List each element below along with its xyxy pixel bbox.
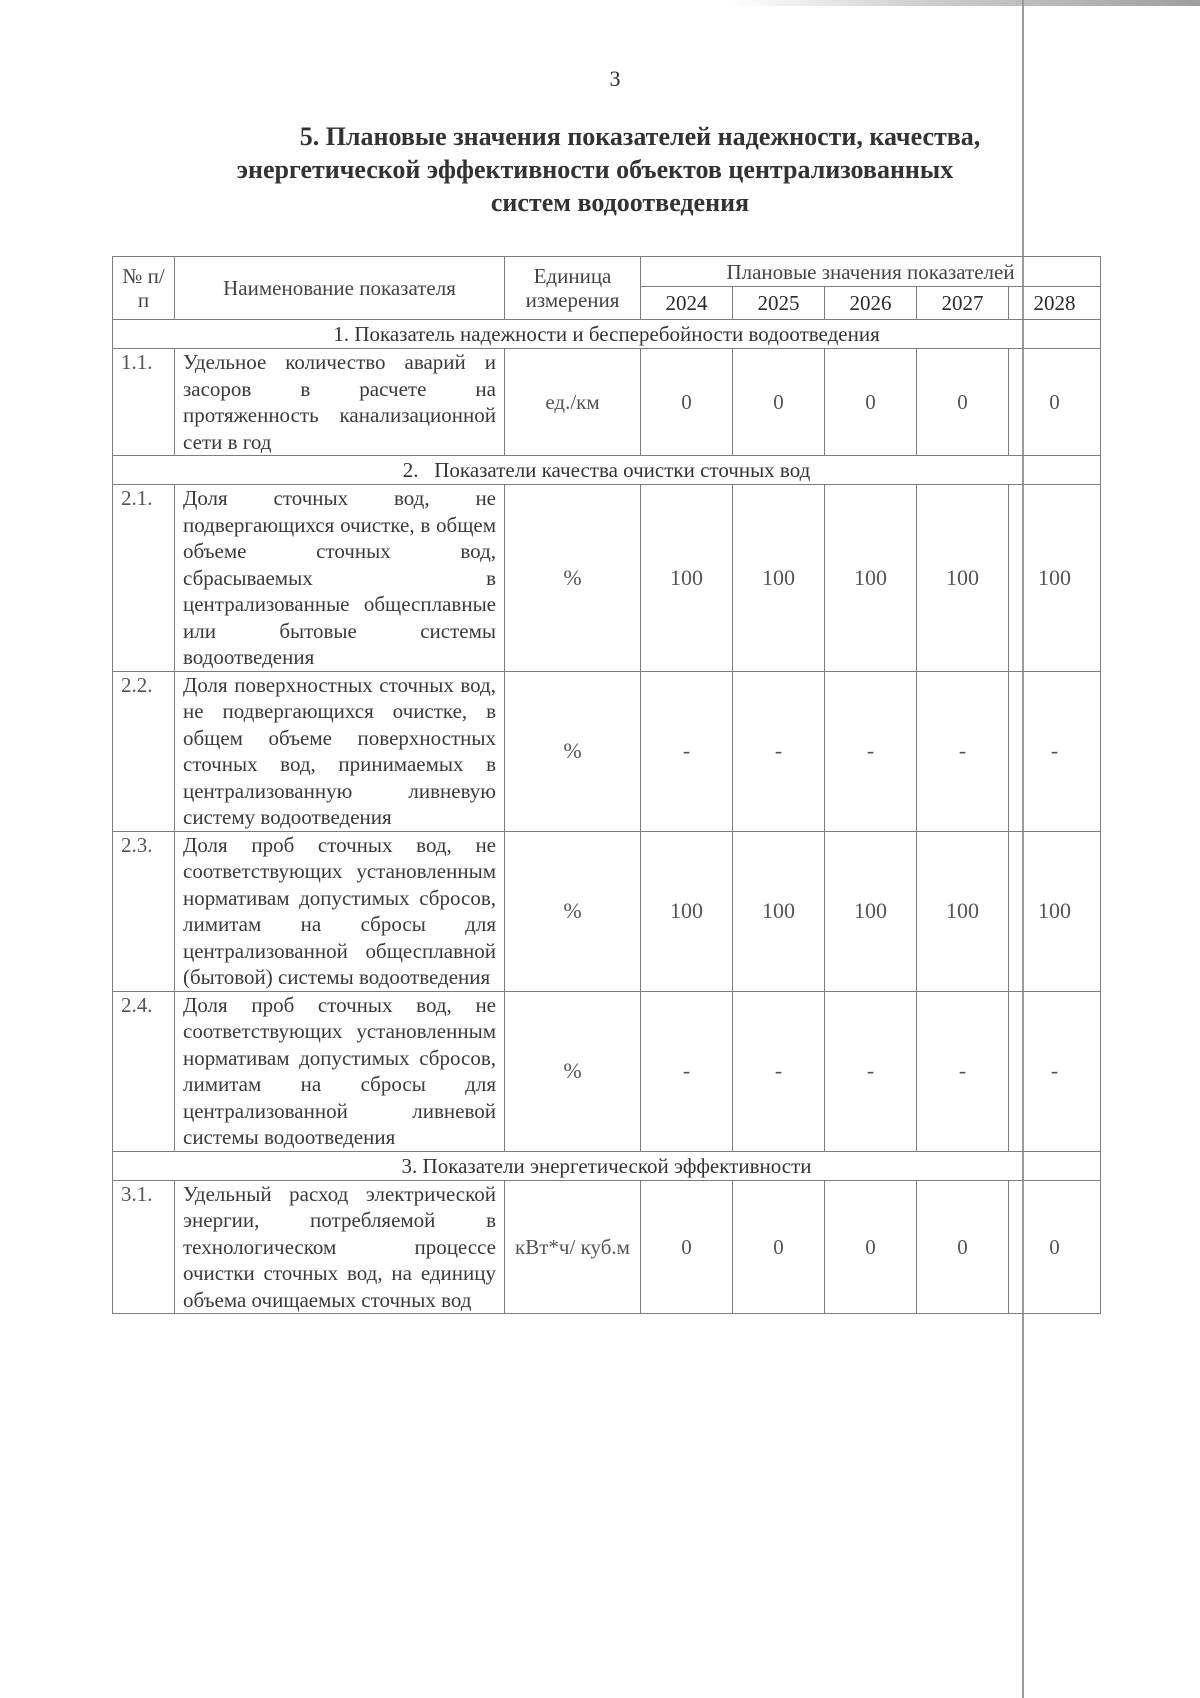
row-value-2025: 0 bbox=[733, 1180, 825, 1314]
row-unit: % bbox=[505, 991, 641, 1151]
header-year-2026: 2026 bbox=[825, 287, 917, 320]
row-value-2026: - bbox=[825, 671, 917, 831]
section-title: 3. Показатели энергетической эффективности bbox=[113, 1151, 1101, 1180]
row-value-2024: 0 bbox=[641, 349, 733, 456]
row-value-2026: 100 bbox=[825, 485, 917, 672]
section-row bbox=[113, 1151, 1101, 1180]
header-name: Наименование показателя bbox=[175, 257, 505, 320]
row-value-2025: 100 bbox=[733, 485, 825, 672]
row-value-2026: - bbox=[825, 991, 917, 1151]
page-title bbox=[200, 120, 1040, 219]
row-value-2024: 100 bbox=[641, 485, 733, 672]
row-value-2026: 0 bbox=[825, 349, 917, 456]
row-unit: кВт*ч/ куб.м bbox=[505, 1180, 641, 1314]
row-value-2027: 0 bbox=[917, 1180, 1009, 1314]
header-number: № п/п bbox=[113, 257, 175, 320]
table-row bbox=[113, 671, 1101, 831]
row-value-2028: - bbox=[1009, 991, 1101, 1151]
row-value-2024: - bbox=[641, 991, 733, 1151]
title-line-1: 5. Плановые значения показателей надежности, качества, bbox=[299, 122, 981, 151]
title-line-3: систем водоотведения bbox=[490, 188, 750, 217]
row-number: 2.2. bbox=[113, 671, 175, 831]
header-year-2028: 2028 bbox=[1009, 287, 1101, 320]
row-value-2028: 0 bbox=[1009, 1180, 1101, 1314]
table-row bbox=[113, 831, 1101, 991]
page-number: 3 bbox=[609, 66, 621, 91]
table-row bbox=[113, 485, 1101, 672]
row-name: Доля сточных вод, не подвергающихся очистке, в общем объеме сточных вод, сбрасываемых в централизованные общесплавные или бытовые системы водоотведения bbox=[175, 485, 505, 672]
row-value-2027: 100 bbox=[917, 831, 1009, 991]
row-value-2024: 100 bbox=[641, 831, 733, 991]
header-year-2025: 2025 bbox=[733, 287, 825, 320]
header-plan-values: Плановые значения показателей bbox=[641, 257, 1101, 287]
row-number: 2.1. bbox=[113, 485, 175, 672]
row-value-2027: - bbox=[917, 671, 1009, 831]
row-name: Удельный расход электрической энергии, потребляемой в технологическом процессе очистки сточных вод, на единицу объема очищаемых сточных вод bbox=[175, 1180, 505, 1314]
indicators-table bbox=[112, 256, 1101, 1314]
table-row bbox=[113, 991, 1101, 1151]
title-line-2: энергетической эффективности объектов централизованных bbox=[236, 155, 954, 184]
row-name: Удельное количество аварий и засоров в расчете на протяженность канализационной сети в год bbox=[175, 349, 505, 456]
row-value-2028: 100 bbox=[1009, 485, 1101, 672]
row-value-2026: 0 bbox=[825, 1180, 917, 1314]
row-value-2027: 100 bbox=[917, 485, 1009, 672]
row-name: Доля проб сточных вод, не соответствующих установленным нормативам допустимых сбросов, лимитам на сбросы для централизованной ливневой системы водоотведения bbox=[175, 991, 505, 1151]
row-value-2025: - bbox=[733, 991, 825, 1151]
row-unit: ед./км bbox=[505, 349, 641, 456]
table-row bbox=[113, 1180, 1101, 1314]
row-value-2027: - bbox=[917, 991, 1009, 1151]
row-value-2027: 0 bbox=[917, 349, 1009, 456]
header-unit: Единица измерения bbox=[505, 257, 641, 320]
row-value-2028: - bbox=[1009, 671, 1101, 831]
row-number: 3.1. bbox=[113, 1180, 175, 1314]
row-unit: % bbox=[505, 671, 641, 831]
section-row bbox=[113, 456, 1101, 485]
row-number: 2.4. bbox=[113, 991, 175, 1151]
row-value-2026: 100 bbox=[825, 831, 917, 991]
row-value-2024: 0 bbox=[641, 1180, 733, 1314]
row-unit: % bbox=[505, 485, 641, 672]
row-name: Доля проб сточных вод, не соответствующих установленным нормативам допустимых сбросов, лимитам на сбросы для централизованной общесплавной (бытовой) системы водоотведения bbox=[175, 831, 505, 991]
header-year-2024: 2024 bbox=[641, 287, 733, 320]
row-value-2028: 0 bbox=[1009, 349, 1101, 456]
row-number: 2.3. bbox=[113, 831, 175, 991]
row-value-2025: 100 bbox=[733, 831, 825, 991]
row-number: 1.1. bbox=[113, 349, 175, 456]
scan-edge-shadow bbox=[730, 0, 1200, 6]
row-name: Доля поверхностных сточных вод, не подвергающихся очистке, в общем объеме поверхностных сточных вод, принимаемых в централизованную ливневую систему водоотведения bbox=[175, 671, 505, 831]
row-value-2025: - bbox=[733, 671, 825, 831]
header-year-2027: 2027 bbox=[917, 287, 1009, 320]
section-title: 2. Показатели качества очистки сточных вод bbox=[113, 456, 1101, 485]
row-value-2025: 0 bbox=[733, 349, 825, 456]
section-title: 1. Показатель надежности и бесперебойности водоотведения bbox=[113, 320, 1101, 349]
row-value-2028: 100 bbox=[1009, 831, 1101, 991]
table-row bbox=[113, 349, 1101, 456]
row-unit: % bbox=[505, 831, 641, 991]
row-value-2024: - bbox=[641, 671, 733, 831]
section-row bbox=[113, 320, 1101, 349]
